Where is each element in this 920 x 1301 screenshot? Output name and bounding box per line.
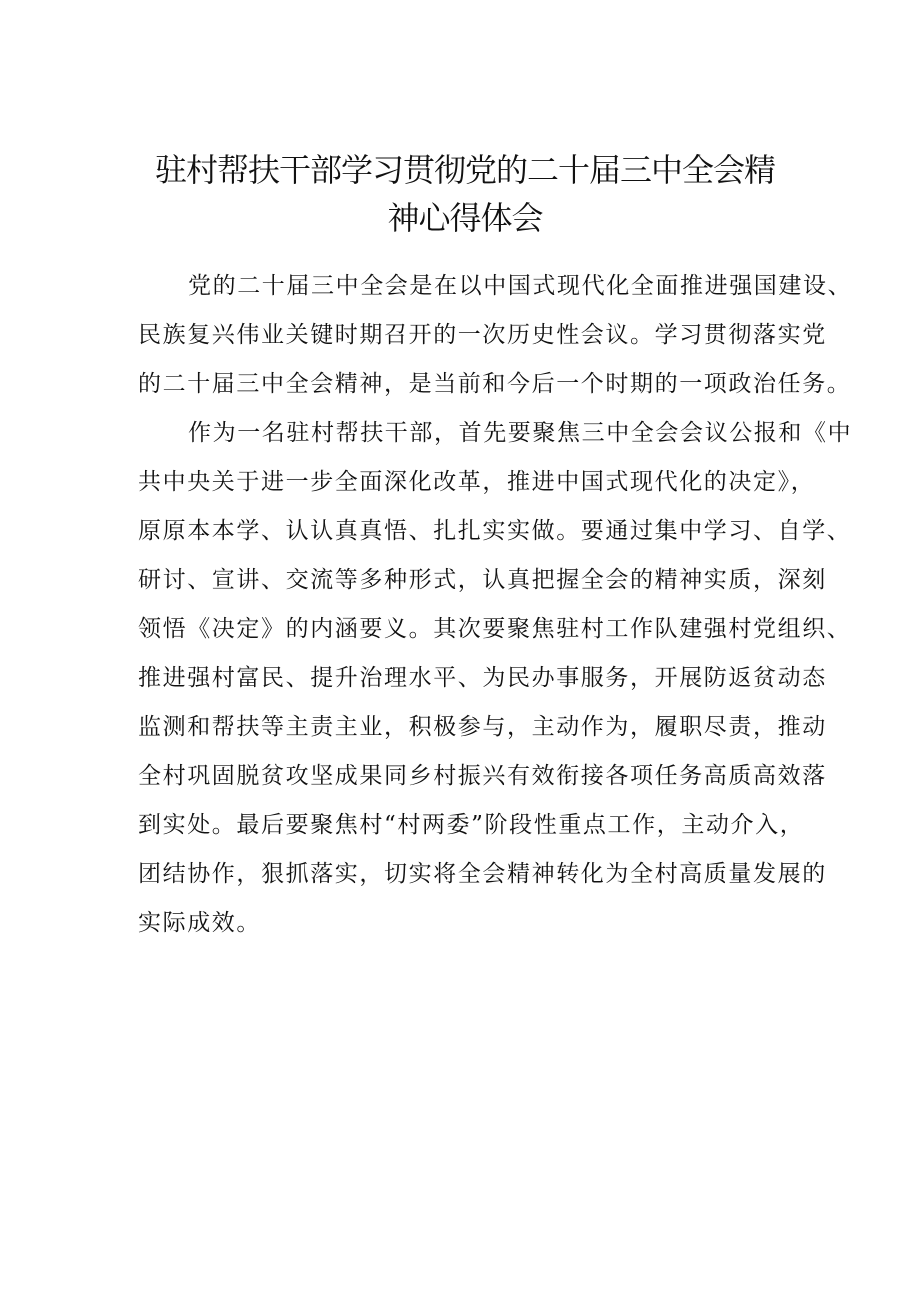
paragraph-line: 领悟《决定》的内涵要义。其次要聚焦驻村工作队建强村党组织、 [138,616,852,642]
paragraph-line: 监测和帮扶等主责主业，积极参与，主动作为，履职尽责，推动 [138,714,827,740]
paragraph-line: 全村巩固脱贫攻坚成果同乡村振兴有效衔接各项任务高质高效落 [138,763,827,789]
document-title [140,146,790,242]
paragraph-line: 原原本本学、认认真真悟、扎扎实实做。要通过集中学习、自学、 [138,518,852,544]
title-line-1: 驻村帮扶干部学习贯彻党的二十届三中全会精 [154,151,775,189]
paragraph-line: 共中央关于进一步全面深化改革，推进中国式现代化的决定》， [138,469,816,495]
paragraph-line: 实际成效。 [138,910,261,936]
paragraph-line: 到实处。最后要聚焦村“村两委”阶段性重点工作，主动介入， [138,812,805,838]
paragraph-1 [138,262,853,409]
paragraph-line: 的二十届三中全会精神，是当前和今后一个时期的一项政治任务。 [138,371,852,397]
title-line-2: 神心得体会 [387,199,543,237]
document-body [138,262,853,948]
paragraph-line: 作为一名驻村帮扶干部，首先要聚焦三中全会会议公报和《中 [188,420,853,446]
paragraph-line: 推进强村富民、提升治理水平、为民办事服务，开展防返贫动态 [138,665,827,691]
paragraph-line: 团结协作，狠抓落实，切实将全会精神转化为全村高质量发展的 [138,861,827,887]
paragraph-line: 研讨、宣讲、交流等多种形式，认真把握全会的精神实质，深刻 [138,567,827,593]
paragraph-line: 党的二十届三中全会是在以中国式现代化全面推进强国建设、 [188,273,853,299]
paragraph-line: 民族复兴伟业关键时期召开的一次历史性会议。学习贯彻落实党 [138,322,827,348]
paragraph-2 [138,409,853,948]
